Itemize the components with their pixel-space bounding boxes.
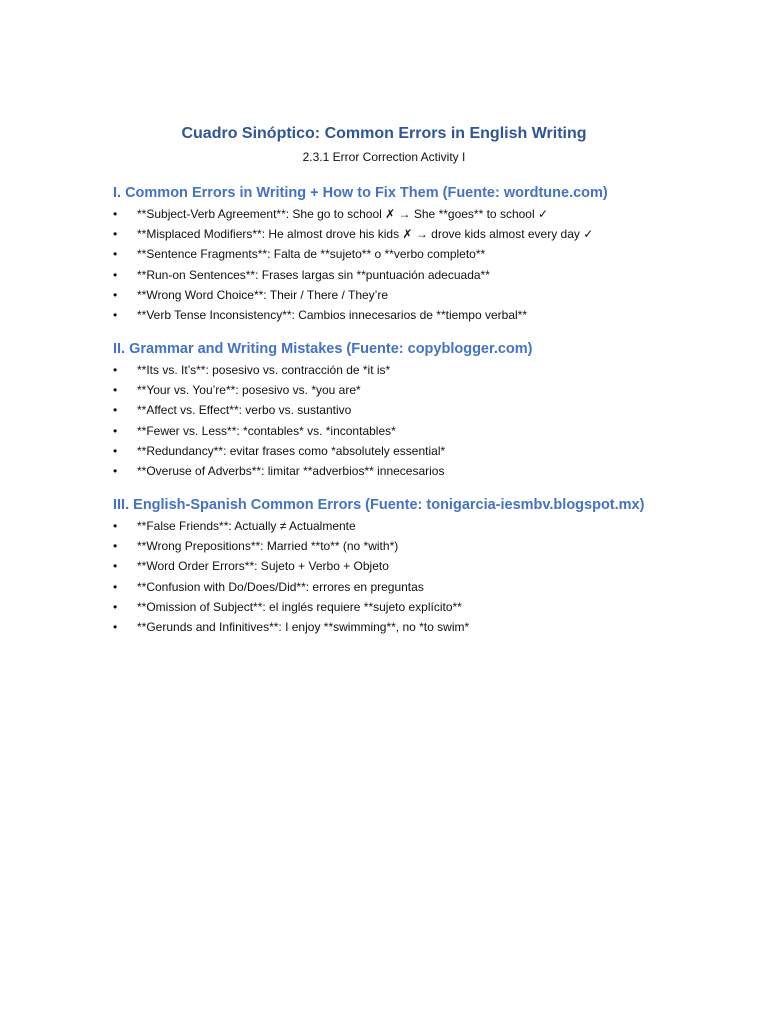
bullet-icon: • [113,463,118,478]
bullet-icon: • [113,443,118,458]
list-item [113,400,733,420]
list-item-text: **Verb Tense Inconsistency**: Cambios innecesarios de **tiempo verbal** [137,307,527,322]
bullet-icon: • [113,539,118,554]
page-subtitle: 2.3.1 Error Correction Activity I [302,150,466,164]
list-item-text: **Word Order Errors**: Sujeto + Verbo + Objeto [137,559,389,574]
list-item [113,224,733,244]
page-title: Cuadro Sinóptico: Common Errors in English Writing [181,125,587,142]
list-item-text: **Wrong Prepositions**: Married **to** (no *with*) [137,539,399,554]
list-item [113,441,733,461]
bullet-list [113,516,733,637]
list-item [113,536,733,556]
bullet-icon: • [113,267,118,282]
section-heading: I. Common Errors in Writing + How to Fix Them (Fuente: wordtune.com) [113,185,608,201]
list-item-text: **Run-on Sentences**: Frases largas sin **puntuación adecuada** [137,267,490,282]
bullet-icon: • [113,599,118,614]
list-item-text: **False Friends**: Actually ≠ Actualmente [137,519,356,533]
bullet-icon: • [113,207,118,221]
list-item [113,265,733,285]
list-item [113,285,733,305]
list-item-text: **Wrong Word Choice**: Their / There / They’re [137,287,389,302]
bullet-icon: • [113,423,118,438]
list-item-text: **Overuse of Adverbs**: limitar **adverbios** innecesarios [137,463,445,478]
list-item-text: **Fewer vs. Less**: *contables* vs. *incontables* [137,423,396,438]
list-item-text: **Affect vs. Effect**: verbo vs. sustantivo [137,403,352,418]
bullet-icon: • [113,383,118,398]
bullet-icon: • [113,519,118,533]
list-item [113,421,733,441]
section-1 [113,182,733,325]
list-item [113,360,733,380]
list-item [113,380,733,400]
list-item-text: **Redundancy**: evitar frases como *absolutely essential* [137,443,446,458]
list-item [113,516,733,536]
bullet-list [113,360,733,481]
list-item-text: **Your vs. You’re**: posesivo vs. *you are* [137,383,361,398]
list-item [113,617,733,637]
list-item [113,556,733,576]
list-item-text: **Sentence Fragments**: Falta de **sujeto** o **verbo completo** [137,247,486,262]
bullet-icon: • [113,559,118,574]
list-item [113,597,733,617]
bullet-list [113,204,733,325]
list-item-text: **Gerunds and Infinitives**: I enjoy **swimming**, no *to swim* [137,619,470,634]
list-item [113,577,733,597]
list-item [113,244,733,264]
list-item [113,204,733,224]
section-heading: III. English-Spanish Common Errors (Fuente: tonigarcia-iesmbv.blogspot.mx) [113,497,645,513]
list-item-text: **Subject-Verb Agreement**: She go to school ✗ → She **goes** to school ✓ [137,207,549,221]
bullet-icon: • [113,287,118,302]
list-item-text: **Confusion with Do/Does/Did**: errores en preguntas [137,579,424,594]
list-item [113,305,733,325]
list-item-text: **Misplaced Modifiers**: He almost drove his kids ✗ → drove kids almost every day ✓ [137,227,594,242]
bullet-icon: • [113,619,118,634]
list-item-text: **Omission of Subject**: el inglés requiere **sujeto explícito** [137,599,462,614]
bullet-icon: • [113,579,118,594]
bullet-icon: • [113,247,118,262]
bullet-icon: • [113,403,118,418]
section-3 [113,494,733,637]
bullet-icon: • [113,307,118,322]
section-2 [113,338,733,481]
bullet-icon: • [113,227,118,242]
list-item [113,461,733,481]
list-item-text: **Its vs. It’s**: posesivo vs. contracción de *it is* [137,363,391,377]
section-heading: II. Grammar and Writing Mistakes (Fuente: copyblogger.com) [113,341,533,357]
bullet-icon: • [113,363,118,377]
